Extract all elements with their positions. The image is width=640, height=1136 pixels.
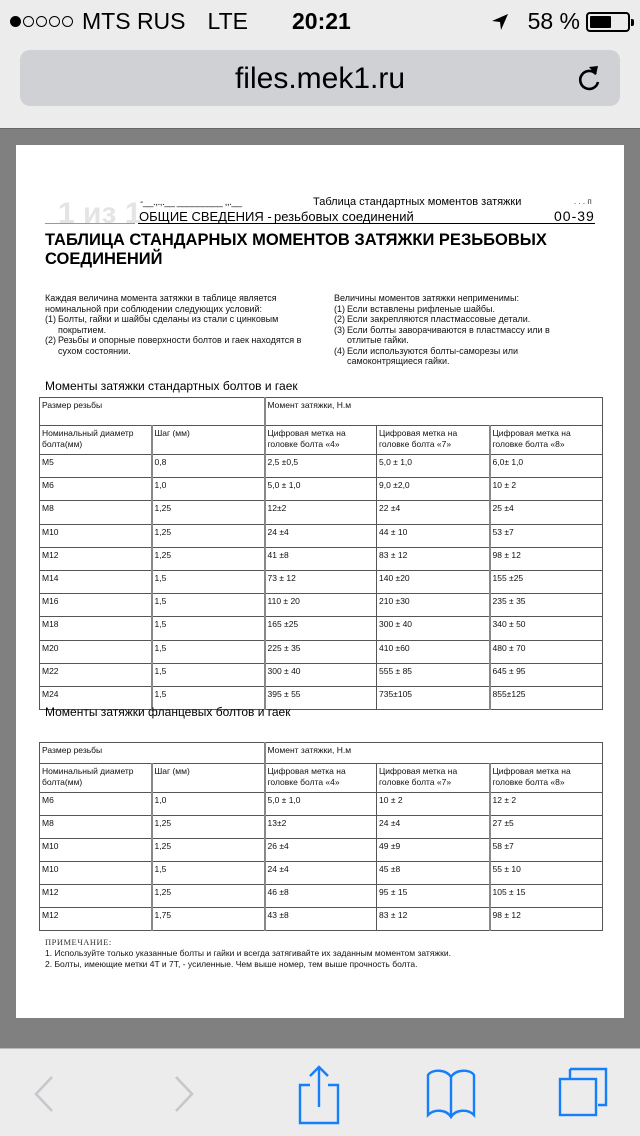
table1-caption: Моменты затяжки стандартных болтов и гаек xyxy=(45,379,298,393)
cell-mark7: 735±105 xyxy=(377,686,490,709)
item-text: Если болты заворачиваются в пластмассу или в отлитые гайки. xyxy=(347,324,550,345)
cell-mark4: 24 ±4 xyxy=(265,862,377,885)
header-pitch: Шаг (мм) xyxy=(152,426,265,455)
cell-thread: M24 xyxy=(40,686,152,709)
share-icon[interactable] xyxy=(296,1063,342,1125)
cell-mark7: 24 ±4 xyxy=(377,816,490,839)
item-number: (4) xyxy=(334,345,345,356)
cell-pitch: 0,8 xyxy=(152,455,265,478)
cell-mark8: 98 ± 12 xyxy=(490,547,603,570)
table-row xyxy=(40,640,603,663)
table-subheader-row xyxy=(40,764,603,793)
cell-thread: M6 xyxy=(40,478,152,501)
item-text: Если закрепляются пластмассовые детали. xyxy=(347,314,531,324)
intro-conditions xyxy=(45,293,305,356)
cell-mark4: 5,0 ± 1,0 xyxy=(265,478,377,501)
signal-dot xyxy=(36,16,47,27)
cell-mark4: 225 ± 35 xyxy=(265,640,377,663)
header-mark8: Цифровая метка на головке болта «8» xyxy=(490,764,603,793)
cell-mark7: 9,0 ±2,0 xyxy=(377,478,490,501)
cell-mark7: 410 ±60 xyxy=(377,640,490,663)
cell-mark8: 10 ± 2 xyxy=(490,478,603,501)
table-subheader-row xyxy=(40,426,603,455)
intro-exceptions-item xyxy=(334,325,584,346)
item-number: (1) xyxy=(45,314,56,324)
table-row xyxy=(40,547,603,570)
cell-mark8: 105 ± 15 xyxy=(490,885,603,908)
cell-mark4: 46 ±8 xyxy=(265,885,377,908)
status-bar xyxy=(0,0,640,40)
cell-mark4: 5,0 ± 1,0 xyxy=(265,793,377,816)
signal-dot xyxy=(23,16,34,27)
cell-pitch: 1,5 xyxy=(152,617,265,640)
cell-pitch: 1,25 xyxy=(152,524,265,547)
cell-mark8: 480 ± 70 xyxy=(490,640,603,663)
cell-pitch: 1,5 xyxy=(152,663,265,686)
header-nominal-diameter: Номинальный диаметр болта(мм) xyxy=(40,764,152,793)
cell-mark8: 855±125 xyxy=(490,686,603,709)
cell-pitch: 1,0 xyxy=(152,478,265,501)
cell-thread: M8 xyxy=(40,501,152,524)
header-mark7: Цифровая метка на головке болта «7» xyxy=(377,426,490,455)
cell-mark8: 98 ± 12 xyxy=(490,908,603,931)
cell-thread: M10 xyxy=(40,862,152,885)
cell-pitch: 1,25 xyxy=(152,839,265,862)
table-row xyxy=(40,524,603,547)
signal-dot xyxy=(10,16,21,27)
cell-mark4: 26 ±4 xyxy=(265,839,377,862)
flange-bolts-table xyxy=(39,742,603,931)
note-item: 2. Болты, имеющие метки 4T и 7T, - усиленные. Чем выше номер, тем выше прочность болта. xyxy=(45,959,418,969)
item-number: (1) xyxy=(334,303,345,314)
notes-heading: ПРИМЕЧАНИЕ: xyxy=(45,937,112,947)
cell-pitch: 1,25 xyxy=(152,547,265,570)
cell-thread: M16 xyxy=(40,594,152,617)
table-row xyxy=(40,793,603,816)
cell-thread: M8 xyxy=(40,816,152,839)
header-thread-size: Размер резьбы xyxy=(40,743,265,764)
cell-mark4: 2,5 ±0,5 xyxy=(265,455,377,478)
cell-thread: M14 xyxy=(40,570,152,593)
header-nominal-diameter: Номинальный диаметр болта(мм) xyxy=(40,426,152,455)
table2-caption: Моменты затяжки фланцевых болтов и гаек xyxy=(45,705,291,719)
cell-pitch: 1,5 xyxy=(152,686,265,709)
intro-conditions-item xyxy=(45,314,305,335)
carrier-name: MTS RUS xyxy=(82,8,186,34)
cell-pitch: 1,5 xyxy=(152,594,265,617)
note-item: 1. Используйте только указанные болты и гайки и всегда затягивайте их заданным моментом затяжки. xyxy=(45,948,451,958)
tabs-icon[interactable] xyxy=(556,1067,610,1119)
cell-mark4: 300 ± 40 xyxy=(265,663,377,686)
table-row xyxy=(40,839,603,862)
cell-mark7: 140 ±20 xyxy=(377,570,490,593)
cell-thread: M12 xyxy=(40,908,152,931)
cell-mark8: 645 ± 95 xyxy=(490,663,603,686)
cell-mark7: 555 ± 85 xyxy=(377,663,490,686)
cell-mark7: 83 ± 12 xyxy=(377,547,490,570)
header-title-line1: Таблица стандартных моментов затяжки xyxy=(313,196,522,208)
document-title: ТАБЛИЦА СТАНДАРНЫХ МОМЕНТОВ ЗАТЯЖКИ РЕЗЬБОВЫХ СОЕДИНЕНИЙ xyxy=(45,231,547,268)
cell-mark7: 5,0 ± 1,0 xyxy=(377,455,490,478)
cell-mark8: 235 ± 35 xyxy=(490,594,603,617)
cell-mark8: 340 ± 50 xyxy=(490,617,603,640)
cell-thread: M10 xyxy=(40,524,152,547)
cell-mark4: 12±2 xyxy=(265,501,377,524)
intro-exceptions-item xyxy=(334,314,584,325)
header-mark8: Цифровая метка на головке болта «8» xyxy=(490,426,603,455)
clock: 20:21 xyxy=(292,8,351,34)
cell-thread: M22 xyxy=(40,663,152,686)
item-text: Если используются болты-саморезы или самоконтрящиеся гайки. xyxy=(347,345,519,366)
signal-dot xyxy=(62,16,73,27)
intro-conditions-item xyxy=(45,335,305,356)
cell-mark7: 95 ± 15 xyxy=(377,885,490,908)
intro-exceptions-lead: Величины моментов затяжки неприменимы: xyxy=(334,293,519,303)
cell-mark8: 53 ±7 xyxy=(490,524,603,547)
cell-thread: M12 xyxy=(40,885,152,908)
intro-conditions-lead: Каждая величина момента затяжки в таблице является номинальной при соблюдении следующих условий: xyxy=(45,293,277,314)
url-text[interactable]: files.mek1.ru xyxy=(234,62,406,95)
signal-strength-icon xyxy=(10,16,73,27)
cell-mark4: 13±2 xyxy=(265,816,377,839)
page-indicator: 1 из 1 xyxy=(58,197,142,230)
cell-thread: M6 xyxy=(40,793,152,816)
header-torque: Момент затяжки, Н.м xyxy=(265,743,603,764)
cell-thread: M10 xyxy=(40,839,152,862)
table-row xyxy=(40,908,603,931)
header-left-rule xyxy=(45,223,135,224)
network-type: LTE xyxy=(207,8,248,34)
item-number: (2) xyxy=(45,335,56,345)
table-row xyxy=(40,478,603,501)
cell-pitch: 1,5 xyxy=(152,862,265,885)
cell-mark7: 83 ± 12 xyxy=(377,908,490,931)
location-arrow-icon xyxy=(490,12,510,32)
table-row xyxy=(40,862,603,885)
header-corner-mark: . . . п xyxy=(574,197,592,206)
cell-mark4: 165 ±25 xyxy=(265,617,377,640)
cell-pitch: 1,5 xyxy=(152,570,265,593)
cell-mark7: 44 ± 10 xyxy=(377,524,490,547)
cell-mark8: 6,0± 1,0 xyxy=(490,455,603,478)
cell-thread: M20 xyxy=(40,640,152,663)
cell-pitch: 1,25 xyxy=(152,885,265,908)
cell-mark8: 55 ± 10 xyxy=(490,862,603,885)
table-row xyxy=(40,455,603,478)
intro-exceptions-item xyxy=(334,346,584,367)
cell-mark8: 25 ±4 xyxy=(490,501,603,524)
cell-mark7: 10 ± 2 xyxy=(377,793,490,816)
table-row xyxy=(40,885,603,908)
cell-mark7: 300 ± 40 xyxy=(377,617,490,640)
cell-pitch: 1,0 xyxy=(152,793,265,816)
cell-mark4: 43 ±8 xyxy=(265,908,377,931)
reload-icon[interactable] xyxy=(574,62,604,94)
table-row xyxy=(40,663,603,686)
item-number: (3) xyxy=(334,324,345,335)
cell-thread: M12 xyxy=(40,547,152,570)
cell-mark7: 210 ±30 xyxy=(377,594,490,617)
cell-mark8: 58 ±7 xyxy=(490,839,603,862)
standard-bolts-table xyxy=(39,397,603,710)
battery-fill xyxy=(590,16,611,28)
cell-mark4: 41 ±8 xyxy=(265,547,377,570)
cell-pitch: 1,75 xyxy=(152,908,265,931)
cell-mark4: 73 ± 12 xyxy=(265,570,377,593)
cell-mark7: 22 ±4 xyxy=(377,501,490,524)
cell-mark4: 395 ± 55 xyxy=(265,686,377,709)
table-row xyxy=(40,816,603,839)
table-row xyxy=(40,617,603,640)
pdf-page xyxy=(16,145,624,1018)
cell-mark8: 12 ± 2 xyxy=(490,793,603,816)
header-title-line2: резьбовых соединений xyxy=(274,209,414,224)
browser-toolbar xyxy=(0,1048,640,1136)
cell-thread: M5 xyxy=(40,455,152,478)
address-bar[interactable] xyxy=(20,50,620,106)
table-row xyxy=(40,570,603,593)
header-torque: Момент затяжки, Н.м xyxy=(265,398,603,426)
chevron-left-icon[interactable] xyxy=(30,1073,60,1115)
table-row xyxy=(40,501,603,524)
header-mark4: Цифровая метка на головке болта «4» xyxy=(265,426,377,455)
table-row xyxy=(40,594,603,617)
header-rule xyxy=(138,223,595,224)
item-text: Болты, гайки и шайбы сделаны из стали с цинковым покрытием. xyxy=(58,314,279,335)
cell-pitch: 1,25 xyxy=(152,501,265,524)
battery-percent: 58 % xyxy=(527,8,580,34)
header-pitch: Шаг (мм) xyxy=(152,764,265,793)
header-garbled-text: -__.,.,.__ _________ ,,.__ xyxy=(140,197,242,208)
item-text: Резьбы и опорные поверхности болтов и гаек находятся в сухом состоянии. xyxy=(58,335,302,356)
battery-icon xyxy=(586,12,630,32)
battery-nub xyxy=(631,19,634,26)
item-text: Если вставлены рифленые шайбы. xyxy=(347,303,495,314)
table-header-row xyxy=(40,743,603,764)
cell-pitch: 1,5 xyxy=(152,640,265,663)
cell-mark7: 45 ±8 xyxy=(377,862,490,885)
item-number: (2) xyxy=(334,314,345,324)
cell-mark8: 155 ±25 xyxy=(490,570,603,593)
cell-mark7: 49 ±9 xyxy=(377,839,490,862)
header-thread-size: Размер резьбы xyxy=(40,398,265,426)
cell-pitch: 1,25 xyxy=(152,816,265,839)
table-header-row xyxy=(40,398,603,426)
cell-mark4: 110 ± 20 xyxy=(265,594,377,617)
header-section: ОБЩИЕ СВЕДЕНИЯ - xyxy=(139,209,272,224)
intro-exceptions-item xyxy=(334,304,584,315)
header-mark7: Цифровая метка на головке болта «7» xyxy=(377,764,490,793)
pdf-viewer[interactable] xyxy=(0,128,640,1048)
header-mark4: Цифровая метка на головке болта «4» xyxy=(265,764,377,793)
intro-exceptions xyxy=(334,293,584,367)
cell-thread: M18 xyxy=(40,617,152,640)
book-icon[interactable] xyxy=(424,1067,478,1119)
cell-mark4: 24 ±4 xyxy=(265,524,377,547)
chevron-right-icon[interactable] xyxy=(168,1073,198,1115)
cell-mark8: 27 ±5 xyxy=(490,816,603,839)
signal-dot xyxy=(49,16,60,27)
header-code: 00-39 xyxy=(554,208,595,224)
notes xyxy=(45,937,451,970)
